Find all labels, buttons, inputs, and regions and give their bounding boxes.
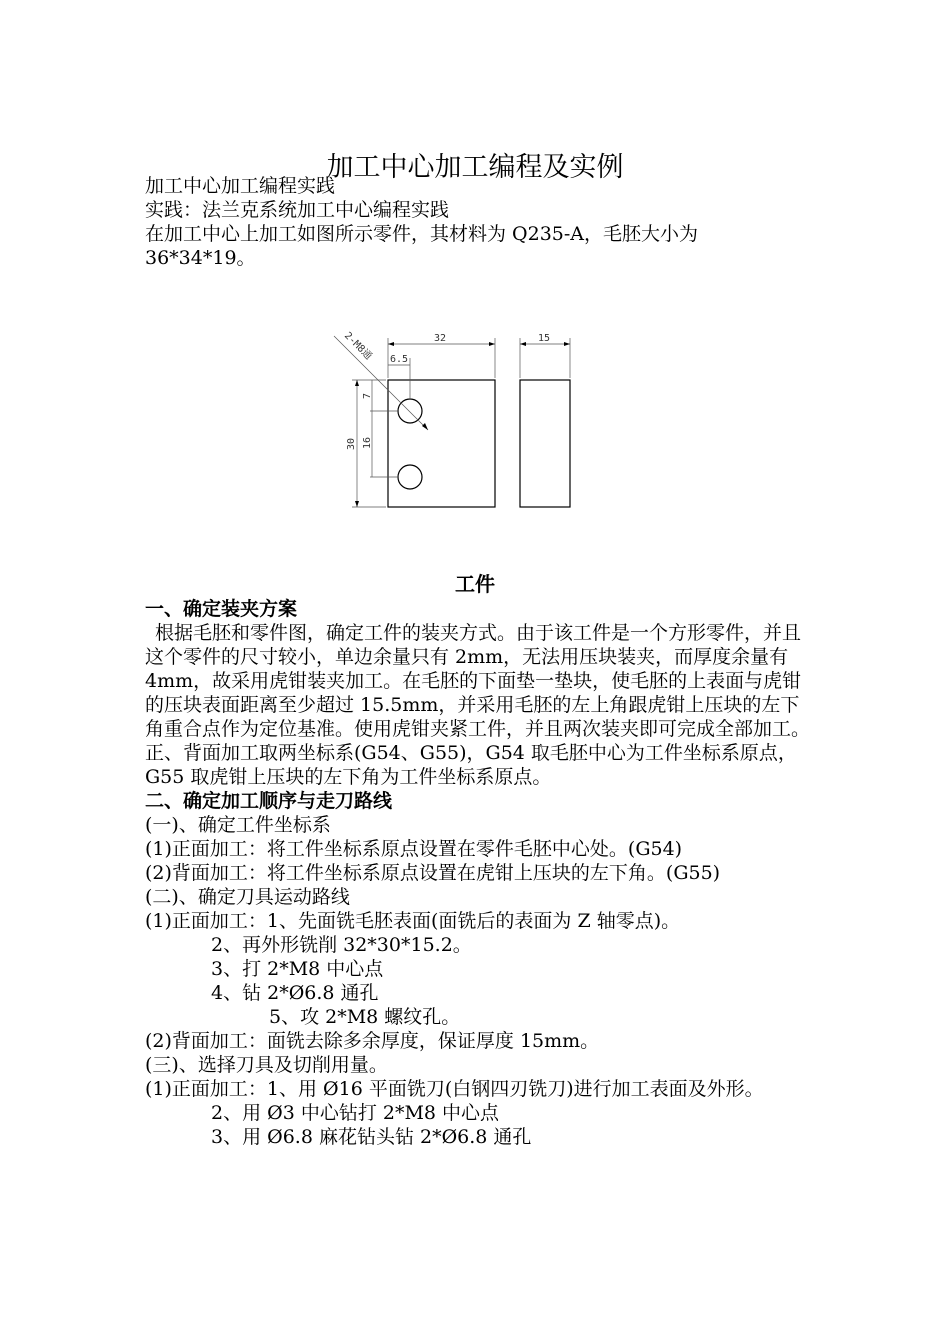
dim-hole-offset-y: 7 [362, 392, 373, 399]
body-paragraph: (三)、选择刀具及切削用量。 [145, 1054, 388, 1076]
section-heading: 一、确定装夹方案 [145, 598, 298, 620]
body-paragraph: (1)正面加工：1、用 Ø16 平面铣刀(白钢四刃铣刀)进行加工表面及外形。 [145, 1078, 764, 1100]
dim-hole-pitch: 16 [362, 436, 373, 449]
hole-callout: 2-M8通 [341, 330, 374, 363]
body-text [145, 597, 810, 1149]
body-paragraph: (2)背面加工：面铣去除多余厚度，保证厚度 15mm。 [145, 1030, 600, 1052]
part-drawing [330, 322, 580, 514]
hole-top [398, 399, 422, 423]
side-view-outline [520, 380, 570, 507]
figure-caption: 工件 [455, 572, 495, 596]
intro-line: 在加工中心上加工如图所示零件，其材料为 Q235-A，毛胚大小为 36*34*19。 [145, 223, 699, 269]
intro-text [145, 174, 810, 270]
page-title: 加工中心加工编程及实例 [326, 152, 624, 184]
body-paragraph: 3、用 Ø6.8 麻花钻头钻 2*Ø6.8 通孔 [211, 1126, 532, 1148]
hole-bottom [398, 465, 422, 489]
body-paragraph: (一)、确定工件坐标系 [145, 814, 331, 836]
body-paragraph: 3、打 2*M8 中心点 [211, 958, 384, 980]
section-heading: 二、确定加工顺序与走刀路线 [145, 790, 393, 812]
body-paragraph: (1)正面加工：1、先面铣毛胚表面(面铣后的表面为 Z 轴零点)。 [145, 910, 681, 932]
dim-thickness: 15 [538, 333, 551, 344]
intro-line: 加工中心加工编程实践 [145, 175, 336, 197]
dim-hole-offset-x: 6.5 [390, 354, 409, 365]
body-paragraph: 5、攻 2*M8 螺纹孔。 [269, 1006, 461, 1028]
body-paragraph: (1)正面加工：将工件坐标系原点设置在零件毛胚中心处。(G54) [145, 838, 683, 860]
body-paragraph: 2、再外形铣削 32*30*15.2。 [211, 934, 472, 956]
body-paragraph: 根据毛胚和零件图，确定工件的装夹方式。由于该工件是一个方形零件，并且这个零件的尺寸较小，单边余量只有 2mm，无法用压块装夹，而厚度余量有 4mm，故采用虎钳装夹加工。在毛胚的下面垫一垫块，使毛胚的上表面与虎钳的压块表面距离至少超过 15.5mm，并采用毛胚的左上角跟虎钳上压块的左下角重合点作为定位基准。使用虎钳夹紧工件，并且两次装夹即可完成全部加工。正、背面加工取两坐标系(G54、G55)，G54 取毛胚中心为工件坐标系原点，G55 取虎钳上压块的左下角为工件坐标系原点。 [145, 622, 811, 788]
intro-line: 实践：法兰克系统加工中心编程实践 [145, 199, 450, 221]
dim-width: 32 [434, 333, 447, 344]
body-paragraph: 4、钻 2*Ø6.8 通孔 [211, 982, 379, 1004]
body-paragraph: (2)背面加工：将工件坐标系原点设置在虎钳上压块的左下角。(G55) [145, 862, 721, 884]
body-paragraph: 2、用 Ø3 中心钻打 2*M8 中心点 [211, 1102, 500, 1124]
dim-height: 30 [346, 437, 357, 450]
body-paragraph: (二)、确定刀具运动路线 [145, 886, 350, 908]
